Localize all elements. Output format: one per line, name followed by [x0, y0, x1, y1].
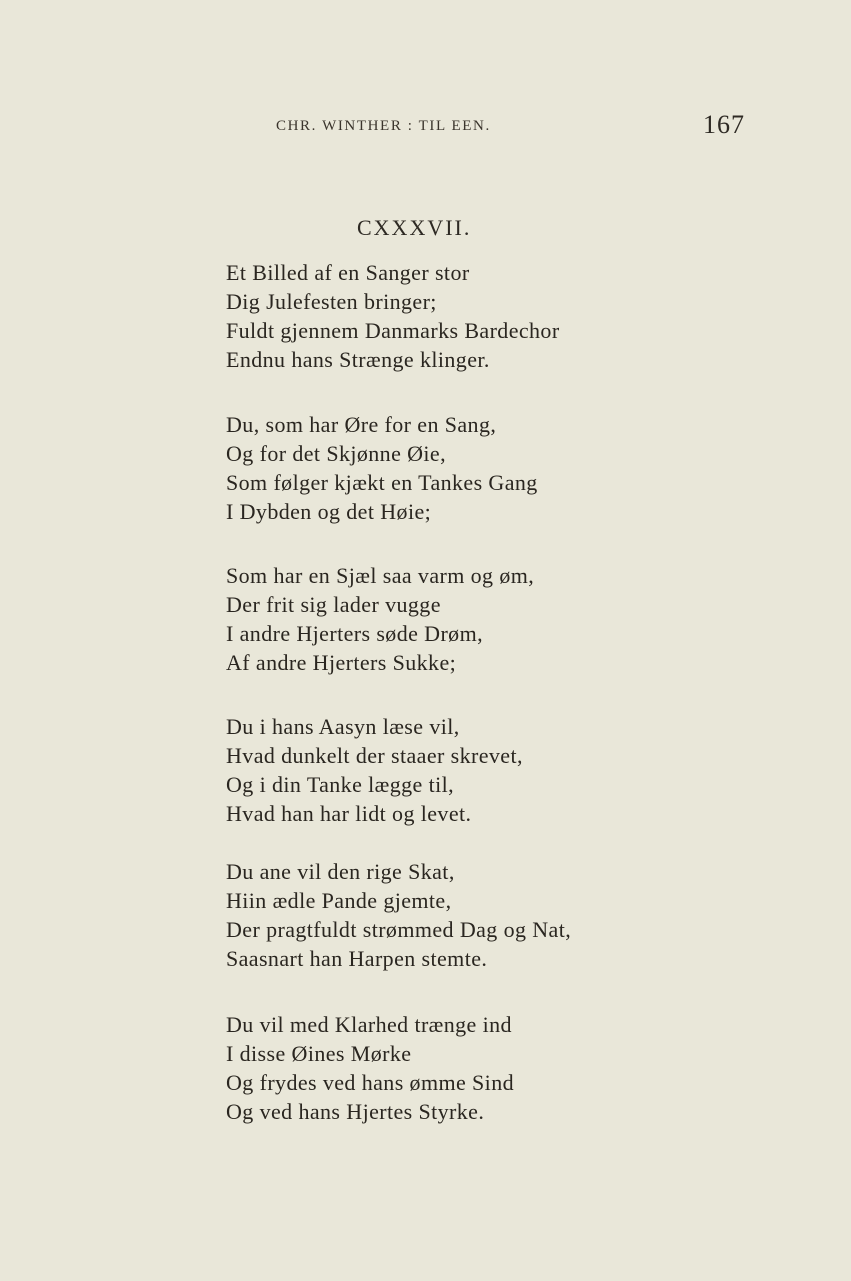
verse-line: Hvad han har lidt og levet.: [226, 801, 472, 826]
stanza-6: [226, 1010, 514, 1126]
verse-line: Og i din Tanke lægge til,: [226, 772, 455, 797]
verse-line: Hiin ædle Pande gjemte,: [226, 888, 452, 913]
verse-line: Som har en Sjæl saa varm og øm,: [226, 563, 535, 588]
verse-line: Og frydes ved hans ømme Sind: [226, 1070, 514, 1095]
verse-line: Du, som har Øre for en Sang,: [226, 412, 497, 437]
verse-line: Og for det Skjønne Øie,: [226, 441, 446, 466]
verse-line: Saasnart han Harpen stemte.: [226, 946, 488, 971]
verse-line: I disse Øines Mørke: [226, 1041, 412, 1066]
verse-line: Og ved hans Hjertes Styrke.: [226, 1099, 485, 1124]
verse-line: Der pragtfuldt strømmed Dag og Nat,: [226, 917, 572, 942]
verse-line: Dig Julefesten bringer;: [226, 289, 437, 314]
verse-line: Du ane vil den rige Skat,: [226, 859, 455, 884]
stanza-1: [226, 258, 560, 374]
stanza-4: [226, 712, 523, 828]
verse-line: Som følger kjækt en Tankes Gang: [226, 470, 538, 495]
verse-line: Endnu hans Strænge klinger.: [226, 347, 490, 372]
stanza-3: [226, 561, 534, 677]
verse-line: Et Billed af en Sanger stor: [226, 260, 470, 285]
verse-line: I Dybden og det Høie;: [226, 499, 432, 524]
page-number: 167: [703, 110, 745, 139]
verse-line: Fuldt gjennem Danmarks Bardechor: [226, 318, 560, 343]
verse-line: Af andre Hjerters Sukke;: [226, 650, 457, 675]
running-title: CHR. WINTHER : TIL EEN.: [276, 118, 491, 134]
verse-line: Du vil med Klarhed trænge ind: [226, 1012, 512, 1037]
stanza-2: [226, 410, 538, 526]
verse-line: I andre Hjerters søde Drøm,: [226, 621, 483, 646]
stanza-5: [226, 857, 571, 973]
verse-line: Du i hans Aasyn læse vil,: [226, 714, 460, 739]
poem-number: CXXXVII.: [357, 215, 472, 240]
verse-line: Hvad dunkelt der staaer skrevet,: [226, 743, 523, 768]
verse-line: Der frit sig lader vugge: [226, 592, 441, 617]
